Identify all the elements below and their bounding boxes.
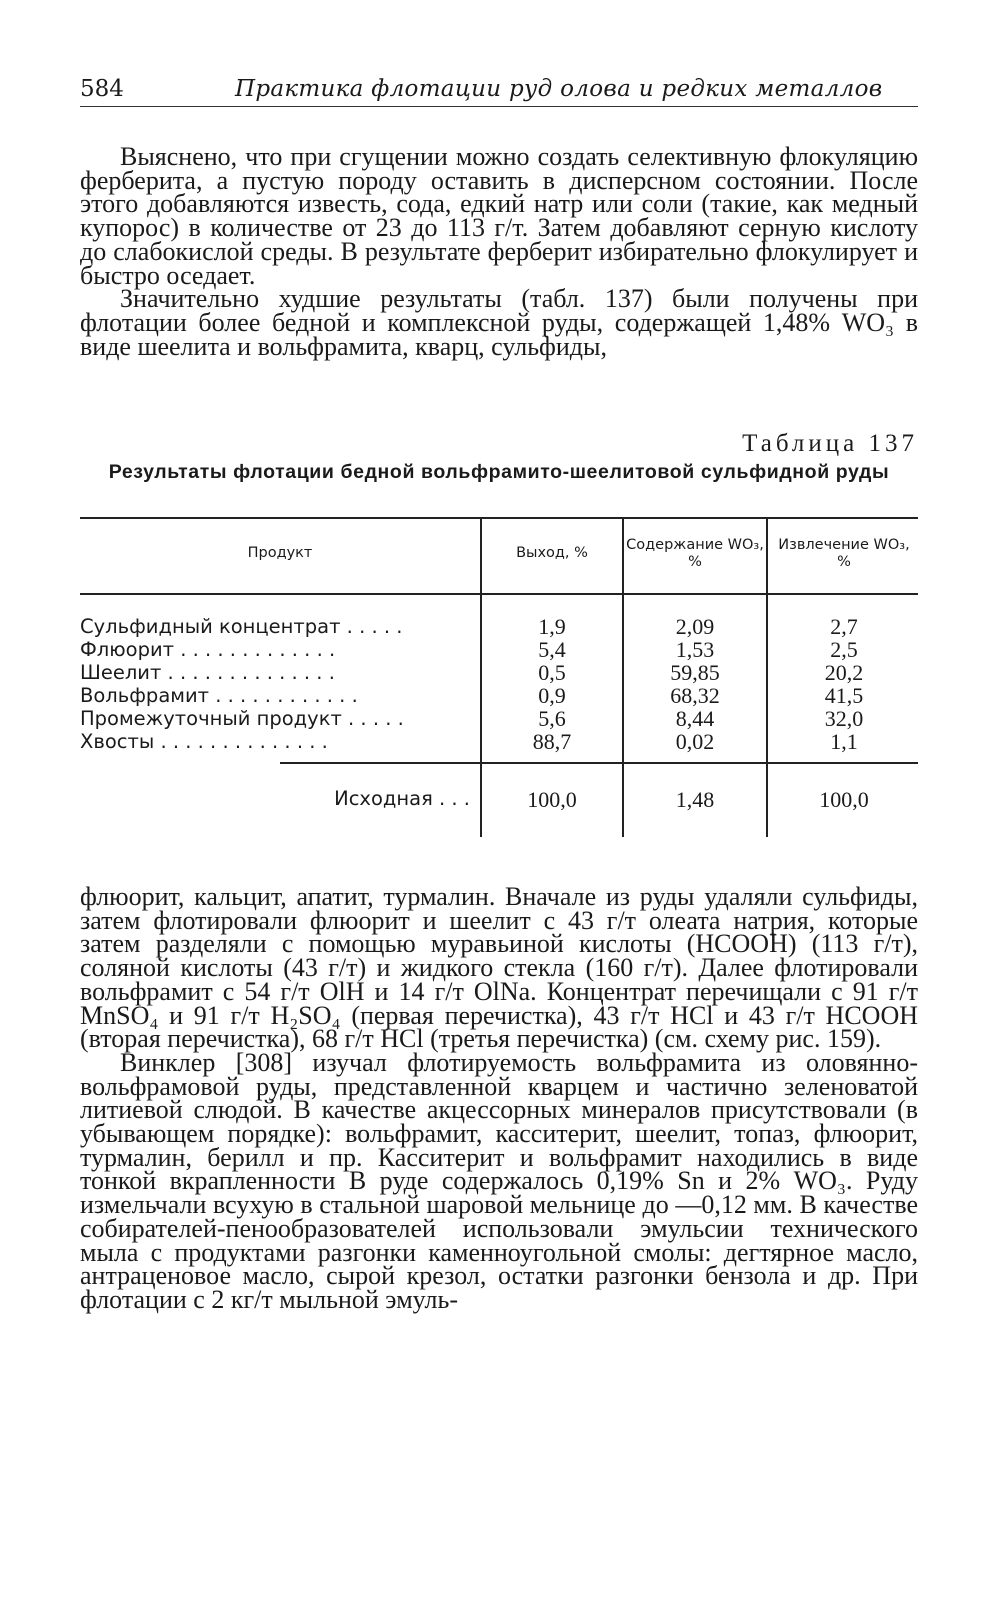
table-total-rule xyxy=(280,762,918,764)
cell-yield: 0,5 xyxy=(538,660,566,685)
row-product: Вольфрамит . . . . . . . . . . . . xyxy=(80,684,358,707)
table-caption: Результаты флотации бедной вольфрамито-шеелитовой сульфидной руды xyxy=(108,461,890,483)
paragraph-1: Выяснено, что при сгущении можно создать селективную флокуляцию ферберита, а пустую породу оставить в дисперсном состоянии. После этого добавляются известь, сода, едкий натр или соли (такие, как медный купорос) в количестве от 23 до 113 г/т. Затем добавляют серную кислоту до слабокислой среды. В результате ферберит избирательно флокулирует и быстро оседает. xyxy=(80,142,918,290)
cell-content: 68,32 xyxy=(670,683,720,708)
total-product: Исходная . . . xyxy=(334,787,470,810)
cell-recovery: 41,5 xyxy=(824,683,864,708)
cell-yield: 0,9 xyxy=(538,683,566,708)
cell-content: 2,09 xyxy=(675,614,715,639)
table-header-rule xyxy=(80,593,918,595)
paragraph-3: флюорит, кальцит, апатит, турмалин. Вначале из руды удаляли сульфиды, затем флотировали флюорит и шеелит с 43 г/т олеата натрия, которые затем разделяли с помощью муравьиной кислоты (HCOOH) (113 г/т), соляной кислоты (43 г/т) и жидкого стекла (160 г/т). Далее флотировали вольфрамит с 54 г/т OlH и 14 г/т OlNa. Концентрат перечищали с 91 г/т MnSO₄ и 91 г/т H₂SO₄ (первая перечистка), 43 г/т HCl и 43 г/т HCOOH (вторая перечистка), 68 г/т HCl (третья перечистка) (см. схему рис. 159). xyxy=(80,882,918,1054)
text-block-bottom xyxy=(80,882,918,1314)
total-content: 1,48 xyxy=(675,787,715,812)
recovery-column xyxy=(770,615,918,753)
row-product: Промежуточный продукт . . . . . xyxy=(80,707,404,730)
cell-recovery: 2,7 xyxy=(830,614,858,639)
row-product: Сульфидный концентрат . . . . . xyxy=(80,615,403,638)
running-title: Практика флотации руд олова и редких металлов xyxy=(235,76,883,102)
total-yield: 100,0 xyxy=(527,787,577,812)
text-block-top xyxy=(80,142,918,361)
results-table xyxy=(80,517,918,837)
cell-recovery: 1,1 xyxy=(830,729,858,754)
header-content: Содержание WO₃, % xyxy=(626,537,764,570)
page-header xyxy=(80,70,918,107)
cell-content: 0,02 xyxy=(675,729,715,754)
total-recovery: 100,0 xyxy=(819,787,869,812)
cell-content: 1,53 xyxy=(675,637,715,662)
yield-column xyxy=(482,615,622,753)
cell-yield: 5,4 xyxy=(538,637,566,662)
cell-recovery: 20,2 xyxy=(824,660,864,685)
table-number: Таблица 137 xyxy=(742,430,918,457)
table-top-rule xyxy=(80,517,918,519)
table-col-divider-2 xyxy=(622,517,624,837)
page-number: 584 xyxy=(80,76,124,102)
cell-recovery: 2,5 xyxy=(830,637,858,662)
cell-content: 8,44 xyxy=(675,706,715,731)
row-product: Хвосты . . . . . . . . . . . . . . xyxy=(80,730,328,753)
paragraph-2: Значительно худшие результаты (табл. 137) были получены при флотации более бедной и комплексной руды, содержащей 1,48% WO₃ в виде шеелита и вольфрамита, кварц, сульфиды, xyxy=(80,284,918,361)
paragraph-4: Винклер [308] изучал флотируемость вольфрамита из оловянно-вольфрамовой руды, представленной кварцем и частично зеленоватой литиевой слюдой. В качестве акцессорных минералов присутствовали (в убывающем порядке): вольфрамит, касситерит, шеелит, топаз, флюорит, турмалин, берилл и пр. Касситерит и вольфрамит находились в виде тонкой вкрапленности В руде содержалось 0,19% Sn и 2% WO₃. Руду измельчали всухую в стальной шаровой мельнице до —0,12 мм. В качестве собирателей-пенообразователей использовали эмульсии технического мыла с продуктами разгонки каменноугольной смолы: дегтярное масло, антраценовое масло, сырой крезол, остатки разгонки бензола и др. При флотации с 2 кг/т мыльной эмуль- xyxy=(80,1047,918,1314)
cell-yield: 5,6 xyxy=(538,706,566,731)
row-product: Шеелит . . . . . . . . . . . . . . xyxy=(80,661,335,684)
header-product: Продукт xyxy=(247,545,313,561)
row-product: Флюорит . . . . . . . . . . . . . xyxy=(80,638,336,661)
cell-yield: 1,9 xyxy=(538,614,566,639)
header-recovery: Извлечение WO₃, % xyxy=(778,537,910,570)
cell-content: 59,85 xyxy=(670,660,720,685)
content-column xyxy=(626,615,764,753)
cell-recovery: 32,0 xyxy=(824,706,864,731)
product-column xyxy=(80,615,480,753)
header-yield: Выход, % xyxy=(516,545,588,561)
table-col-divider-3 xyxy=(766,517,768,837)
cell-yield: 88,7 xyxy=(532,729,572,754)
